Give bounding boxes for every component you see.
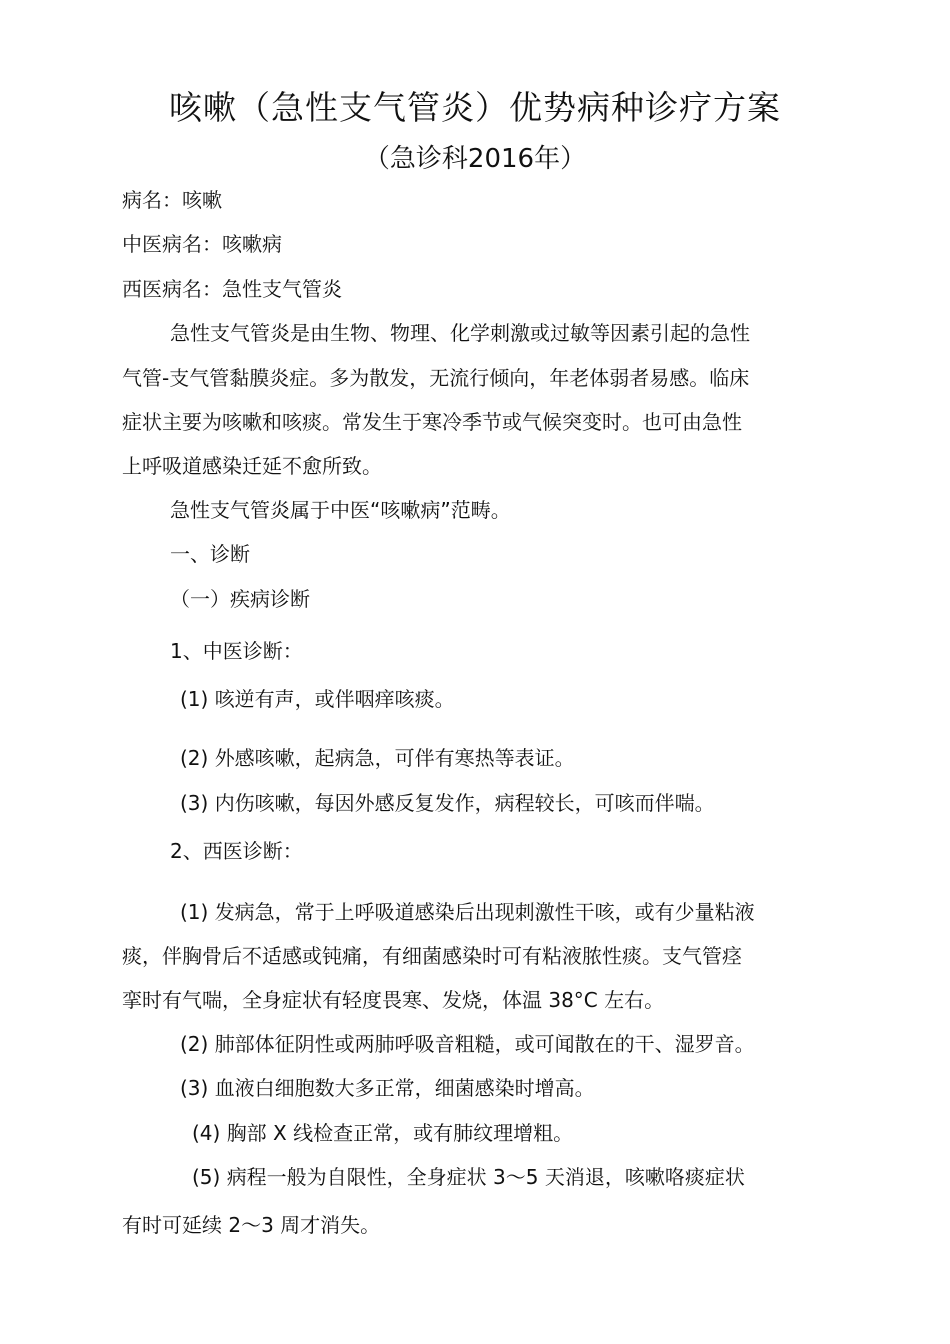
intro-line: 症状主要为咳嗽和咳痰。常发生于寒冷季节或气候突变时。也可由急性 (122, 410, 742, 434)
western-diagnosis-item: (4) 胸部 X 线检查正常，或有肺纹理增粗。 (192, 1121, 574, 1145)
tcm-disease-name: 中医病名：咳嗽病 (122, 232, 282, 256)
western-diagnosis-item: (5) 病程一般为自限性，全身症状 3～5 天消退，咳嗽咯痰症状 (192, 1165, 745, 1189)
western-disease-name: 西医病名：急性支气管炎 (122, 277, 342, 301)
subsection-heading: （一）疾病诊断 (170, 587, 310, 611)
intro-line: 上呼吸道感染迁延不愈所致。 (122, 454, 382, 478)
tcm-diagnosis-item: (2) 外感咳嗽，起病急，可伴有寒热等表证。 (180, 746, 575, 770)
western-diagnosis-item: (1) 发病急，常于上呼吸道感染后出现刺激性干咳，或有少量粘液 (180, 900, 755, 924)
tcm-diagnosis-heading: 1、中医诊断： (170, 639, 303, 663)
western-diagnosis-item: 痰，伴胸骨后不适感或钝痛，有细菌感染时可有粘液脓性痰。支气管痉 (122, 944, 742, 968)
tcm-diagnosis-item: (3) 内伤咳嗽，每因外感反复发作，病程较长，可咳而伴喘。 (180, 791, 715, 815)
western-diagnosis-item: 有时可延续 2～3 周才消失。 (122, 1213, 381, 1237)
intro-line: 气管-支气管黏膜炎症。多为散发，无流行倾向，年老体弱者易感。临床 (122, 366, 750, 390)
western-diagnosis-heading: 2、西医诊断： (170, 839, 303, 863)
western-diagnosis-item: (2) 肺部体征阴性或两肺呼吸音粗糙，或可闻散在的干、湿罗音。 (180, 1032, 755, 1056)
document-subtitle: （急诊科2016年） (363, 144, 587, 174)
category-paragraph: 急性支气管炎属于中医“咳嗽病”范畴。 (170, 498, 511, 522)
tcm-diagnosis-item: (1) 咳逆有声，或伴咽痒咳痰。 (180, 687, 455, 711)
intro-line: 急性支气管炎是由生物、物理、化学刺激或过敏等因素引起的急性 (170, 321, 750, 345)
document-title: 咳嗽（急性支气管炎）优势病种诊疗方案 (169, 88, 781, 127)
disease-name: 病名：咳嗽 (122, 188, 222, 212)
western-diagnosis-item: 挛时有气喘，全身症状有轻度畏寒、发烧，体温 38°C 左右。 (122, 988, 665, 1012)
western-diagnosis-item: (3) 血液白细胞数大多正常，细菌感染时增高。 (180, 1076, 595, 1100)
section-heading: 一、诊断 (170, 542, 250, 566)
